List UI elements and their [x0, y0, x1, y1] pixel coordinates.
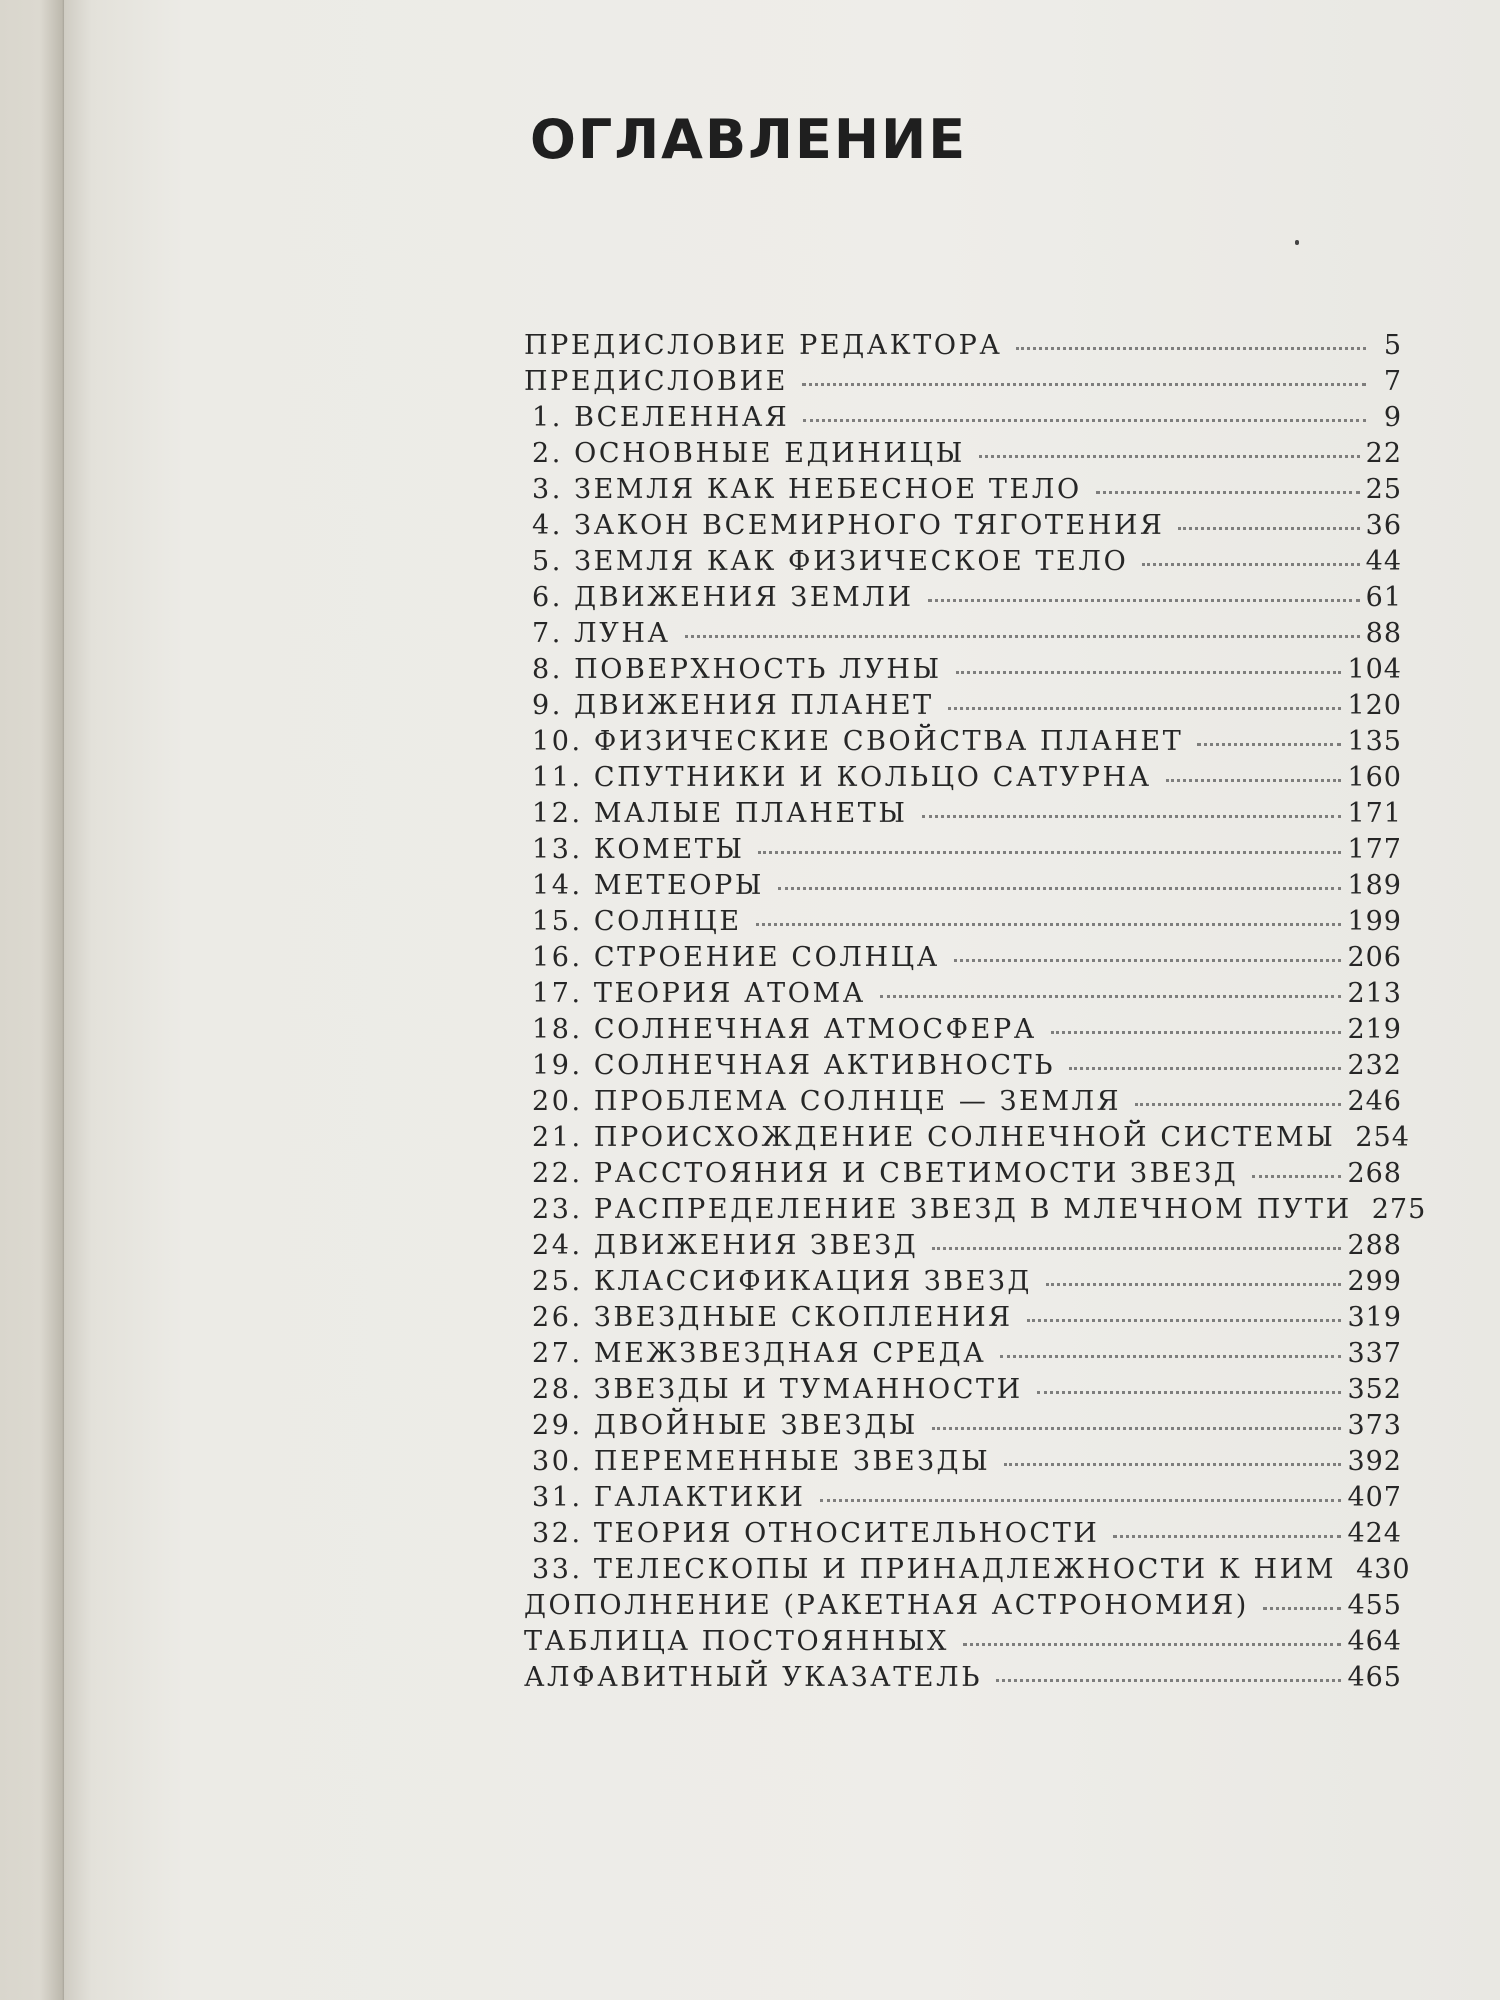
toc-entry-title: 13. КОМЕТЫ	[532, 834, 745, 865]
toc-entry-title: 29. ДВОЙНЫЕ ЗВЕЗДЫ	[532, 1410, 918, 1441]
toc-entry-page: 135	[1347, 726, 1402, 757]
left-page-edge	[0, 0, 64, 2000]
toc-entry	[524, 834, 1402, 870]
dot-leader	[932, 1427, 1342, 1430]
dot-leader	[928, 599, 1360, 602]
toc-entry-title: ПРЕДИСЛОВИЕ	[524, 366, 788, 397]
toc-entry-page: 44	[1365, 546, 1402, 577]
toc-entry-title: 25. КЛАССИФИКАЦИЯ ЗВЕЗД	[532, 1266, 1032, 1297]
toc-entry-title: 27. МЕЖЗВЕЗДНАЯ СРЕДА	[532, 1338, 987, 1369]
toc-entry-title: 11. СПУТНИКИ И КОЛЬЦО САТУРНА	[532, 762, 1152, 793]
toc-entry-title: 1. ВСЕЛЕННАЯ	[532, 402, 790, 433]
dot-leader	[1096, 491, 1360, 494]
dot-leader	[802, 383, 1366, 386]
toc-entry-page: 465	[1347, 1662, 1402, 1693]
dot-leader	[996, 1679, 1341, 1682]
toc-entry-page: 36	[1365, 510, 1402, 541]
toc-entry-title: 2. ОСНОВНЫЕ ЕДИНИЦЫ	[532, 438, 965, 469]
toc-entry-page: 337	[1347, 1338, 1402, 1369]
paper-speck	[1295, 240, 1299, 245]
toc-entry-page: 464	[1347, 1626, 1402, 1657]
toc-entry	[524, 1266, 1402, 1302]
toc-entry	[524, 1338, 1402, 1374]
toc-entry-page: 392	[1347, 1446, 1402, 1477]
toc-entry-page: 189	[1347, 870, 1402, 901]
toc-entry-page: 430	[1356, 1554, 1411, 1585]
toc-entry	[524, 654, 1402, 690]
toc-entry	[524, 1518, 1402, 1554]
dot-leader	[1016, 347, 1366, 350]
toc-entry	[524, 1626, 1402, 1662]
toc-entry-title: 33. ТЕЛЕСКОПЫ И ПРИНАДЛЕЖНОСТИ К НИМ	[532, 1554, 1337, 1585]
dot-leader	[1142, 563, 1359, 566]
toc-entry-page: 61	[1365, 582, 1402, 613]
dot-leader	[1113, 1535, 1341, 1538]
toc-entry-page: 319	[1347, 1302, 1402, 1333]
toc-entry-page: 171	[1347, 798, 1402, 829]
toc-entry	[524, 618, 1402, 654]
dot-leader	[1166, 779, 1342, 782]
toc-entry-title: 31. ГАЛАКТИКИ	[532, 1482, 806, 1513]
toc-entry-title: 32. ТЕОРИЯ ОТНОСИТЕЛЬНОСТИ	[532, 1518, 1100, 1549]
toc-entry-title: 14. МЕТЕОРЫ	[532, 870, 765, 901]
toc-entry-title: 10. ФИЗИЧЕСКИЕ СВОЙСТВА ПЛАНЕТ	[532, 726, 1184, 757]
toc-entry	[524, 330, 1402, 366]
toc-entry-page: 88	[1365, 618, 1402, 649]
toc-entry-title: 24. ДВИЖЕНИЯ ЗВЕЗД	[532, 1230, 919, 1261]
toc-entry-page: 299	[1347, 1266, 1402, 1297]
toc-entry-page: 246	[1347, 1086, 1402, 1117]
toc-entry-title: 3. ЗЕМЛЯ КАК НЕБЕСНОЕ ТЕЛО	[532, 474, 1082, 505]
dot-leader	[1252, 1175, 1341, 1178]
toc-entry-title: ТАБЛИЦА ПОСТОЯННЫХ	[524, 1626, 949, 1657]
toc-entry	[524, 1446, 1402, 1482]
toc-entry-page: 232	[1347, 1050, 1402, 1081]
dot-leader	[1004, 1463, 1341, 1466]
dot-leader	[803, 419, 1366, 422]
dot-leader	[956, 671, 1342, 674]
toc-entry	[524, 726, 1402, 762]
toc-entry-title: 6. ДВИЖЕНИЯ ЗЕМЛИ	[532, 582, 914, 613]
toc-entry-title: ПРЕДИСЛОВИЕ РЕДАКТОРА	[524, 330, 1003, 361]
dot-leader	[932, 1247, 1341, 1250]
toc-entry	[524, 582, 1402, 618]
toc-entry	[524, 1482, 1402, 1518]
table-of-contents	[524, 330, 1427, 1698]
toc-entry-page: 104	[1347, 654, 1402, 685]
toc-entry	[524, 690, 1402, 726]
toc-entry-page: 9	[1383, 402, 1402, 433]
dot-leader	[778, 887, 1341, 890]
toc-entry-title: 12. МАЛЫЕ ПЛАНЕТЫ	[532, 798, 908, 829]
toc-entry-page: 120	[1347, 690, 1402, 721]
toc-entry-title: 19. СОЛНЕЧНАЯ АКТИВНОСТЬ	[532, 1050, 1056, 1081]
dot-leader	[1069, 1067, 1341, 1070]
toc-entry	[524, 906, 1402, 942]
toc-entry-title: 20. ПРОБЛЕМА СОЛНЦЕ — ЗЕМЛЯ	[532, 1086, 1122, 1117]
toc-entry-page: 7	[1383, 366, 1402, 397]
dot-leader	[1051, 1031, 1342, 1034]
toc-entry-title: 17. ТЕОРИЯ АТОМА	[532, 978, 866, 1009]
toc-entry-title: 28. ЗВЕЗДЫ И ТУМАННОСТИ	[532, 1374, 1023, 1405]
toc-entry-page: 5	[1383, 330, 1402, 361]
dot-leader	[963, 1643, 1342, 1646]
toc-entry-page: 160	[1347, 762, 1402, 793]
dot-leader	[1197, 743, 1341, 746]
toc-entry-title: 22. РАССТОЯНИЯ И СВЕТИМОСТИ ЗВЕЗД	[532, 1158, 1239, 1189]
toc-entry	[524, 1194, 1427, 1230]
toc-entry-page: 352	[1347, 1374, 1402, 1405]
dot-leader	[979, 455, 1360, 458]
toc-entry-title: 26. ЗВЕЗДНЫЕ СКОПЛЕНИЯ	[532, 1302, 1013, 1333]
toc-entry	[524, 1662, 1402, 1698]
toc-entry-title: 18. СОЛНЕЧНАЯ АТМОСФЕРА	[532, 1014, 1037, 1045]
toc-entry-title: 7. ЛУНА	[532, 618, 671, 649]
toc-entry-page: 213	[1347, 978, 1402, 1009]
toc-entry	[524, 366, 1402, 402]
toc-entry	[524, 942, 1402, 978]
toc-entry	[524, 1158, 1402, 1194]
dot-leader	[756, 923, 1342, 926]
toc-entry	[524, 1086, 1402, 1122]
dot-leader	[1263, 1607, 1342, 1610]
toc-entry	[524, 474, 1402, 510]
toc-entry-page: 424	[1347, 1518, 1402, 1549]
toc-entry-page: 177	[1347, 834, 1402, 865]
toc-entry-page: 407	[1347, 1482, 1402, 1513]
toc-entry	[524, 1302, 1402, 1338]
dot-leader	[922, 815, 1342, 818]
toc-entry-title: 4. ЗАКОН ВСЕМИРНОГО ТЯГОТЕНИЯ	[532, 510, 1165, 541]
toc-entry-title: АЛФАВИТНЫЙ УКАЗАТЕЛЬ	[524, 1662, 983, 1693]
toc-entry	[524, 1590, 1402, 1626]
dot-leader	[1000, 1355, 1341, 1358]
dot-leader	[1135, 1103, 1341, 1106]
dot-leader	[758, 851, 1341, 854]
toc-entry-title: 21. ПРОИСХОЖДЕНИЕ СОЛНЕЧНОЙ СИСТЕМЫ	[532, 1122, 1336, 1153]
toc-entry-title: ДОПОЛНЕНИЕ (РАКЕТНАЯ АСТРОНОМИЯ)	[524, 1590, 1249, 1621]
toc-entry	[524, 870, 1402, 906]
toc-entry	[524, 402, 1402, 438]
dot-leader	[1037, 1391, 1342, 1394]
toc-entry	[524, 510, 1402, 546]
dot-leader	[954, 959, 1342, 962]
toc-entry-page: 455	[1347, 1590, 1402, 1621]
dot-leader	[948, 707, 1342, 710]
toc-entry-page: 219	[1347, 1014, 1402, 1045]
dot-leader	[1046, 1283, 1341, 1286]
toc-entry	[524, 798, 1402, 834]
toc-entry	[524, 1050, 1402, 1086]
toc-entry	[524, 438, 1402, 474]
toc-entry-title: 5. ЗЕМЛЯ КАК ФИЗИЧЕСКОЕ ТЕЛО	[532, 546, 1129, 577]
toc-entry-title: 8. ПОВЕРХНОСТЬ ЛУНЫ	[532, 654, 942, 685]
toc-entry-title: 9. ДВИЖЕНИЯ ПЛАНЕТ	[532, 690, 934, 721]
toc-entry	[524, 1410, 1402, 1446]
dot-leader	[820, 1499, 1342, 1502]
dot-leader	[1178, 527, 1359, 530]
toc-entry-page: 22	[1365, 438, 1402, 469]
page-title: ОГЛАВЛЕНИЕ	[530, 108, 968, 171]
dot-leader	[880, 995, 1342, 998]
toc-entry-page: 199	[1347, 906, 1402, 937]
toc-entry	[524, 1014, 1402, 1050]
toc-entry-title: 30. ПЕРЕМЕННЫЕ ЗВЕЗДЫ	[532, 1446, 991, 1477]
dot-leader	[1027, 1319, 1342, 1322]
toc-entry	[524, 1374, 1402, 1410]
toc-entry	[524, 762, 1402, 798]
toc-entry	[524, 978, 1402, 1014]
toc-entry	[524, 1554, 1411, 1590]
toc-entry-page: 373	[1347, 1410, 1402, 1441]
toc-entry	[524, 546, 1402, 582]
toc-entry	[524, 1122, 1410, 1158]
toc-entry-title: 23. РАСПРЕДЕЛЕНИЕ ЗВЕЗД В МЛЕЧНОМ ПУТИ	[532, 1194, 1352, 1225]
toc-entry-page: 268	[1347, 1158, 1402, 1189]
toc-entry-page: 206	[1347, 942, 1402, 973]
toc-entry	[524, 1230, 1402, 1266]
toc-entry-page: 254	[1355, 1122, 1410, 1153]
toc-entry-page: 288	[1347, 1230, 1402, 1261]
dot-leader	[685, 635, 1360, 638]
toc-entry-page: 25	[1365, 474, 1402, 505]
toc-entry-page: 275	[1371, 1194, 1427, 1225]
toc-entry-title: 15. СОЛНЦЕ	[532, 906, 742, 937]
toc-entry-title: 16. СТРОЕНИЕ СОЛНЦА	[532, 942, 940, 973]
